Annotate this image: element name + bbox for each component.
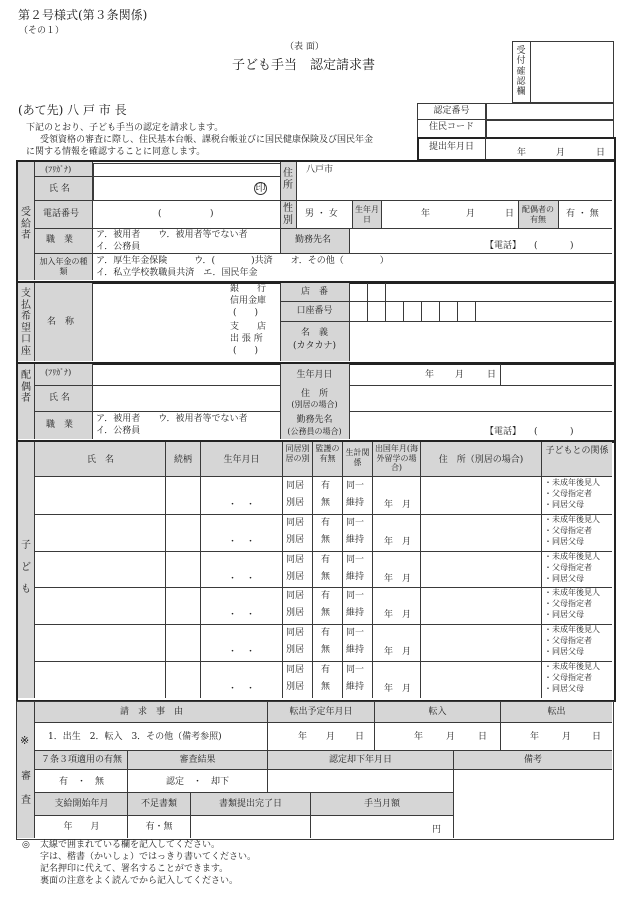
child-rel-cohabiting[interactable]: ・同居父母	[544, 684, 584, 693]
form-number: 第２号様式(第３条関係)	[18, 8, 148, 22]
col-relation: 続柄	[173, 455, 192, 465]
child-live-separate[interactable]: 別居	[286, 498, 305, 508]
spouse-job-options-2[interactable]: イ．公務員	[96, 426, 141, 436]
bank-section-label: 支払希望口座	[21, 288, 31, 357]
workplace-tel-open: (	[534, 241, 538, 251]
doc-done-label: 書類提出完了日	[218, 799, 282, 809]
review-mark: ※	[20, 734, 30, 747]
art7-options[interactable]: 有 ・ 無	[58, 777, 104, 787]
child-rel-designated[interactable]: ・父母指定者	[544, 599, 592, 608]
col-live: 同居別居の別	[285, 444, 310, 463]
resident-code-label: 住民コード	[428, 122, 474, 132]
child-rel-guardian[interactable]: ・未成年後見人	[544, 552, 600, 561]
spouse-job-options-1[interactable]: ア．被用者 ウ．被用者等でない者	[96, 414, 248, 424]
col-support: 生計関係	[345, 448, 370, 467]
child-birth-dots: ・ ・	[228, 684, 256, 694]
child-name-field[interactable]	[36, 625, 166, 661]
resident-code-field[interactable]	[486, 120, 614, 138]
spouse-name-label: 氏 名	[49, 393, 70, 403]
child-live-together[interactable]: 同居	[286, 628, 305, 638]
col-name: 氏 名	[86, 455, 114, 465]
job-options-2[interactable]: イ．公務員	[96, 242, 141, 252]
bank-type-shinkin[interactable]: 信用金庫	[230, 296, 267, 306]
child-support-maintain[interactable]: 維持	[346, 682, 365, 692]
sex-label: 性別	[283, 203, 293, 226]
child-rel-cohabiting[interactable]: ・同居父母	[544, 574, 584, 583]
bank-type-bank[interactable]: 銀 行	[230, 284, 267, 294]
spouse-workplace-note: (公務員の場合)	[287, 427, 342, 436]
addressee: (あて先) 八 戸 市 長	[18, 103, 127, 117]
child-birth-dots: ・ ・	[228, 500, 256, 510]
moveout-month: 月	[326, 732, 336, 742]
claimant-name-field[interactable]	[93, 163, 281, 201]
child-support-maintain[interactable]: 維持	[346, 498, 365, 508]
child-support-same[interactable]: 同一	[346, 628, 365, 638]
reject-date-label: 認定却下年月日	[328, 755, 392, 765]
child-live-separate[interactable]: 別居	[286, 608, 305, 618]
spouse-section-label: 配偶者	[21, 370, 31, 404]
job-options-1[interactable]: ア．被用者 ウ．被用者等でない者	[96, 230, 248, 240]
side-label: （表 面）	[285, 42, 324, 52]
col-address: 住 所（別居の場合)	[438, 455, 524, 465]
reason-options[interactable]: 1．出生 2．転入 3．その他（備考参照)	[48, 732, 222, 742]
child-custody-yes[interactable]: 有	[321, 555, 331, 565]
holder-field[interactable]	[350, 322, 612, 362]
moveout2-month: 月	[562, 732, 572, 742]
child-custody-yes[interactable]: 有	[321, 591, 331, 601]
footer-mark: ◎	[22, 840, 30, 850]
birth-label: 生年月日	[355, 205, 379, 224]
request-line-3: に関する情報を確認することに同意します。	[26, 147, 206, 157]
child-name-field[interactable]	[36, 478, 166, 514]
child-custody-yes[interactable]: 有	[321, 481, 331, 491]
spouse-addr-field[interactable]	[350, 386, 612, 412]
form-title: 子ども手当 認定請求書	[232, 58, 376, 73]
pension-options-1[interactable]: ア．厚生年金保険 ウ．( )共済 オ．その他（ ）	[96, 256, 389, 266]
child-rel-designated[interactable]: ・父母指定者	[544, 489, 592, 498]
child-live-together[interactable]: 同居	[286, 665, 305, 675]
pension-options-2[interactable]: イ．私立学校教職員共済 エ．国民年金	[96, 268, 258, 278]
child-live-together[interactable]: 同居	[286, 481, 305, 491]
birth-day: 日	[505, 209, 515, 219]
result-options[interactable]: 認定 ・ 却下	[165, 777, 229, 787]
footer-line-2: 字は、楷書（かいしょ）ではっきり書いてください。	[40, 852, 257, 862]
child-custody-yes[interactable]: 有	[321, 518, 331, 528]
seal-icon: 印	[255, 183, 266, 194]
child-abroad-ym: 年 月	[384, 500, 412, 510]
child-rel-designated[interactable]: ・父母指定者	[544, 636, 592, 645]
footer-line-4: 裏面の注意をよく読んでから記入してください。	[40, 876, 239, 886]
spouse-tel: 【電話】	[485, 427, 522, 437]
child-live-together[interactable]: 同居	[286, 555, 305, 565]
claimant-name-label: 氏 名	[49, 184, 70, 194]
moveout-year: 年	[298, 732, 308, 742]
child-live-together[interactable]: 同居	[286, 518, 305, 528]
col-abroad: 出国年月(海外留学の場合)	[374, 444, 419, 473]
spouse-addr-label: 住 所	[300, 389, 328, 399]
spouse-birth-month: 月	[455, 370, 465, 380]
spouse-options[interactable]: 有 ・ 無	[566, 209, 599, 219]
missing-docs-options[interactable]: 有・無	[145, 822, 173, 832]
child-rel-cohabiting[interactable]: ・同居父母	[544, 500, 584, 509]
spouse-birth-label: 生年月日	[296, 370, 333, 380]
missing-docs-label: 不足書類	[140, 799, 177, 809]
child-live-together[interactable]: 同居	[286, 591, 305, 601]
spouse-birth-day: 日	[487, 370, 497, 380]
child-custody-yes[interactable]: 有	[321, 628, 331, 638]
child-custody-no[interactable]: 無	[321, 498, 331, 508]
child-rel-designated[interactable]: ・父母指定者	[544, 563, 592, 572]
child-live-separate[interactable]: 別居	[286, 572, 305, 582]
child-name-field[interactable]	[36, 662, 166, 698]
yen-unit: 円	[432, 825, 442, 835]
moveout-day: 日	[355, 732, 365, 742]
child-birth-dots: ・ ・	[228, 647, 256, 657]
child-name-field[interactable]	[36, 515, 166, 551]
sheet-number: （その１）	[19, 26, 65, 36]
child-name-field[interactable]	[36, 552, 166, 588]
spouse-workplace-label: 勤務先名	[296, 415, 333, 425]
spouse-addr-note: (別居の場合)	[291, 400, 338, 409]
child-rel-guardian[interactable]: ・未成年後見人	[544, 625, 600, 634]
footer-line-3: 記名押印に代えて、署名することができます。	[40, 864, 229, 874]
submit-month: 月	[556, 148, 566, 158]
notes-label: 備考	[523, 755, 542, 765]
col-birth: 生年月日	[223, 455, 260, 465]
child-custody-no[interactable]: 無	[321, 608, 331, 618]
child-name-field[interactable]	[36, 588, 166, 624]
phone-paren-open: (	[158, 209, 162, 219]
birth-month: 月	[466, 209, 476, 219]
branch-no-field[interactable]	[350, 284, 402, 302]
sex-options[interactable]: 男 ・ 女	[305, 209, 338, 219]
child-custody-no[interactable]: 無	[321, 645, 331, 655]
moveout2-day: 日	[592, 732, 602, 742]
child-support-maintain[interactable]: 維持	[346, 535, 365, 545]
child-support-same[interactable]: 同一	[346, 591, 365, 601]
claimant-address-label: 住所	[283, 168, 293, 191]
branch-no-label: 店 番	[300, 287, 328, 297]
claimant-address-field[interactable]	[297, 163, 612, 201]
bank-type-other[interactable]: ( )	[233, 308, 259, 318]
child-support-same[interactable]: 同一	[346, 665, 365, 675]
move-in-label: 転入	[428, 707, 447, 717]
spouse-tel-open: (	[534, 427, 538, 437]
move-out-label: 転出予定年月日	[289, 707, 353, 717]
workplace-tel-close: )	[570, 241, 574, 251]
col-custody: 監護の有無	[315, 444, 340, 463]
child-birth-dots: ・ ・	[228, 610, 256, 620]
account-no-label: 口座番号	[296, 306, 333, 316]
pension-label: 加入年金の種類	[39, 257, 88, 276]
workplace-label: 勤務先名	[295, 235, 332, 245]
child-custody-no[interactable]: 無	[321, 535, 331, 545]
cert-no-field[interactable]	[486, 103, 614, 121]
child-live-separate[interactable]: 別居	[286, 645, 305, 655]
child-support-maintain[interactable]: 維持	[346, 645, 365, 655]
child-custody-no[interactable]: 無	[321, 682, 331, 692]
child-custody-no[interactable]: 無	[321, 572, 331, 582]
child-custody-yes[interactable]: 有	[321, 665, 331, 675]
birth-year: 年	[421, 209, 431, 219]
child-abroad-ym: 年 月	[384, 647, 412, 657]
art7-label: ７条３項適用の有無	[40, 755, 122, 765]
child-birth-dots: ・ ・	[228, 574, 256, 584]
child-rel-designated[interactable]: ・父母指定者	[544, 673, 592, 682]
child-abroad-ym: 年 月	[384, 574, 412, 584]
job-label: 職 業	[46, 235, 74, 245]
spouse-q-label: 配偶者の有無	[522, 205, 554, 224]
reception-label: 受付確認欄	[516, 46, 526, 98]
children-section-label: 子ども	[21, 540, 31, 595]
spouse-furigana-label: (ﾌﾘｶﾞﾅ)	[45, 368, 72, 377]
claimant-furigana-label: (ﾌﾘｶﾞﾅ)	[45, 165, 72, 174]
child-abroad-ym: 年 月	[384, 684, 412, 694]
bank-name-field[interactable]	[93, 284, 225, 362]
claimant-city: 八戸市	[306, 165, 334, 175]
child-rel-guardian[interactable]: ・未成年後見人	[544, 478, 600, 487]
phone-paren-close: )	[210, 209, 214, 219]
holder-label: 名 義	[300, 328, 328, 338]
child-rel-designated[interactable]: ・父母指定者	[544, 526, 592, 535]
phone-label: 電話番号	[43, 209, 80, 219]
col-relation-to-child: 子どもとの関係	[545, 446, 609, 456]
moveout2-year: 年	[530, 732, 540, 742]
child-support-same[interactable]: 同一	[346, 481, 365, 491]
submit-day: 日	[596, 148, 606, 158]
child-abroad-ym: 年 月	[384, 537, 412, 547]
claimant-section-label: 受給者	[21, 207, 31, 241]
submit-date-label: 提出年月日	[428, 142, 474, 152]
pay-start-label: 支給開始年月	[54, 799, 109, 809]
request-line-1: 下記のとおり、子ども手当の認定を請求します。	[26, 123, 224, 133]
bank-name-label: 名 称	[47, 317, 75, 327]
reason-label: 請 求 事 由	[119, 707, 183, 717]
spouse-tel-close: )	[570, 427, 574, 437]
result-label: 審査結果	[179, 755, 216, 765]
child-support-same[interactable]: 同一	[346, 555, 365, 565]
branch-type-office[interactable]: 出 張 所	[230, 334, 263, 344]
move-out2-label: 転出	[547, 707, 566, 717]
footer-line-1: 太線で囲まれている欄を記入してください。	[40, 840, 221, 850]
branch-type-other[interactable]: ( )	[233, 346, 259, 356]
child-birth-dots: ・ ・	[228, 537, 256, 547]
branch-type-branch[interactable]: 支 店	[230, 322, 267, 332]
movein-year: 年	[414, 732, 424, 742]
spouse-job-label: 職 業	[46, 420, 74, 430]
child-live-separate[interactable]: 別居	[286, 535, 305, 545]
movein-month: 月	[446, 732, 456, 742]
pay-start-value: 年 月	[63, 822, 100, 832]
child-abroad-ym: 年 月	[384, 610, 412, 620]
child-rel-guardian[interactable]: ・未成年後見人	[544, 588, 600, 597]
child-support-maintain[interactable]: 維持	[346, 572, 365, 582]
account-no-field[interactable]	[350, 303, 482, 322]
phone-field[interactable]	[93, 201, 281, 229]
child-support-same[interactable]: 同一	[346, 518, 365, 528]
spouse-name-field[interactable]	[93, 365, 281, 412]
child-live-separate[interactable]: 別居	[286, 682, 305, 692]
child-support-maintain[interactable]: 維持	[346, 608, 365, 618]
child-rel-guardian[interactable]: ・未成年後見人	[544, 662, 600, 671]
child-rel-cohabiting[interactable]: ・同居父母	[544, 537, 584, 546]
child-rel-cohabiting[interactable]: ・同居父母	[544, 610, 584, 619]
cert-no-label: 認定番号	[433, 106, 470, 116]
request-line-2: 受領資格の審査に際し、住民基本台帳、課税台帳並びに国民健康保険及び国民年金	[40, 135, 374, 145]
child-rel-guardian[interactable]: ・未成年後見人	[544, 515, 600, 524]
submit-year: 年	[517, 148, 527, 158]
workplace-tel: 【電話】	[485, 241, 522, 251]
holder-kana-label: (カタカナ)	[292, 341, 337, 351]
movein-day: 日	[478, 732, 488, 742]
monthly-label: 手当月額	[363, 799, 400, 809]
review-section-label: 審査	[21, 771, 31, 806]
child-rel-cohabiting[interactable]: ・同居父母	[544, 647, 584, 656]
spouse-birth-year: 年	[425, 370, 435, 380]
